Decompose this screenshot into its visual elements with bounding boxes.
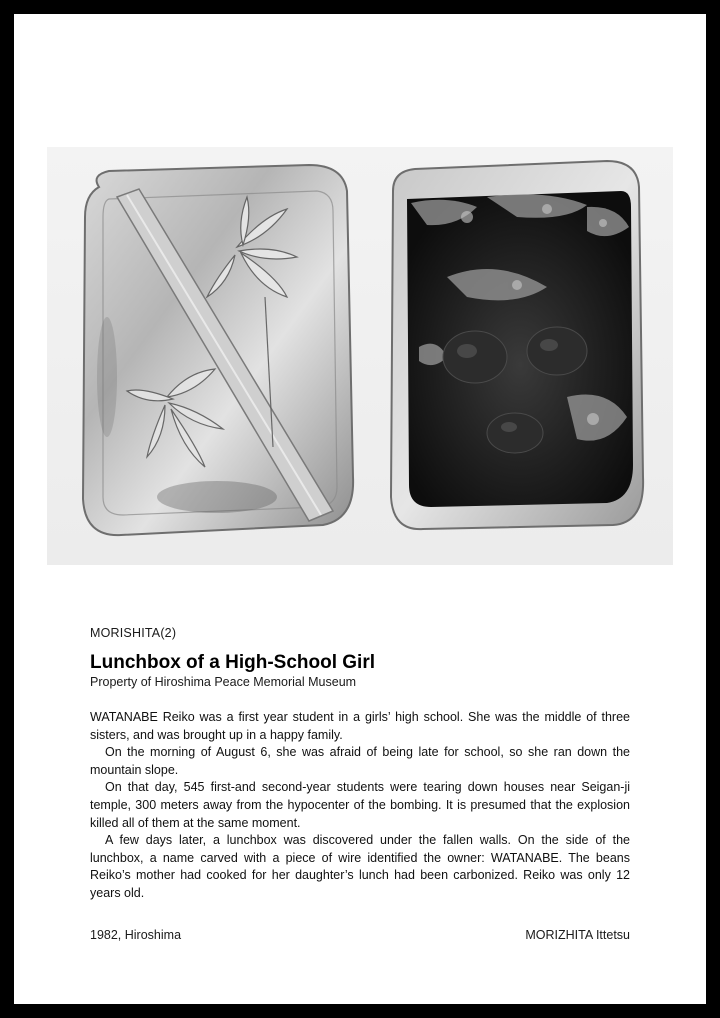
story-paragraph-4: A few days later, a lunchbox was discovered under the fallen walls. On the side of the lunchbox, a name carved with a piece of wire identified the owner: WATANABE. The beans Reiko’s mother had cooked for her daughter’s lunch had been carbonized. Reiko was only 12 years old. — [90, 833, 630, 900]
artwork-title: Lunchbox of a High-School Girl — [90, 652, 375, 673]
place-year: 1982, Hiroshima — [90, 928, 182, 942]
caption-block — [90, 626, 630, 942]
story-text — [90, 709, 630, 903]
caption-footer — [90, 928, 630, 942]
poster-sheet — [14, 14, 706, 1004]
lunchbox-open-base — [391, 161, 643, 529]
series-label: MORISHITA(2) — [90, 626, 177, 640]
collection-credit: Property of Hiroshima Peace Memorial Museum — [90, 675, 357, 689]
lunchbox-lid — [83, 165, 353, 535]
lunchbox-illustration — [47, 147, 673, 565]
photographer-credit: MORIZHITA Ittetsu — [525, 928, 630, 942]
lunchbox-photograph — [47, 147, 673, 565]
story-paragraph-3: On that day, 545 first-and second-year students were tearing down houses near Seigan-ji temple, 300 meters away from the hypocenter of the bombing. It is presumed that the explosion killed all of them at the same moment. — [90, 780, 630, 830]
story-paragraph-1: WATANABE Reiko was a first year student in a girls’ high school. She was the middle of three sisters, and was brought up in a happy family. — [90, 710, 630, 742]
story-paragraph-2: On the morning of August 6, she was afraid of being late for school, so she ran down the mountain slope. — [90, 745, 630, 777]
